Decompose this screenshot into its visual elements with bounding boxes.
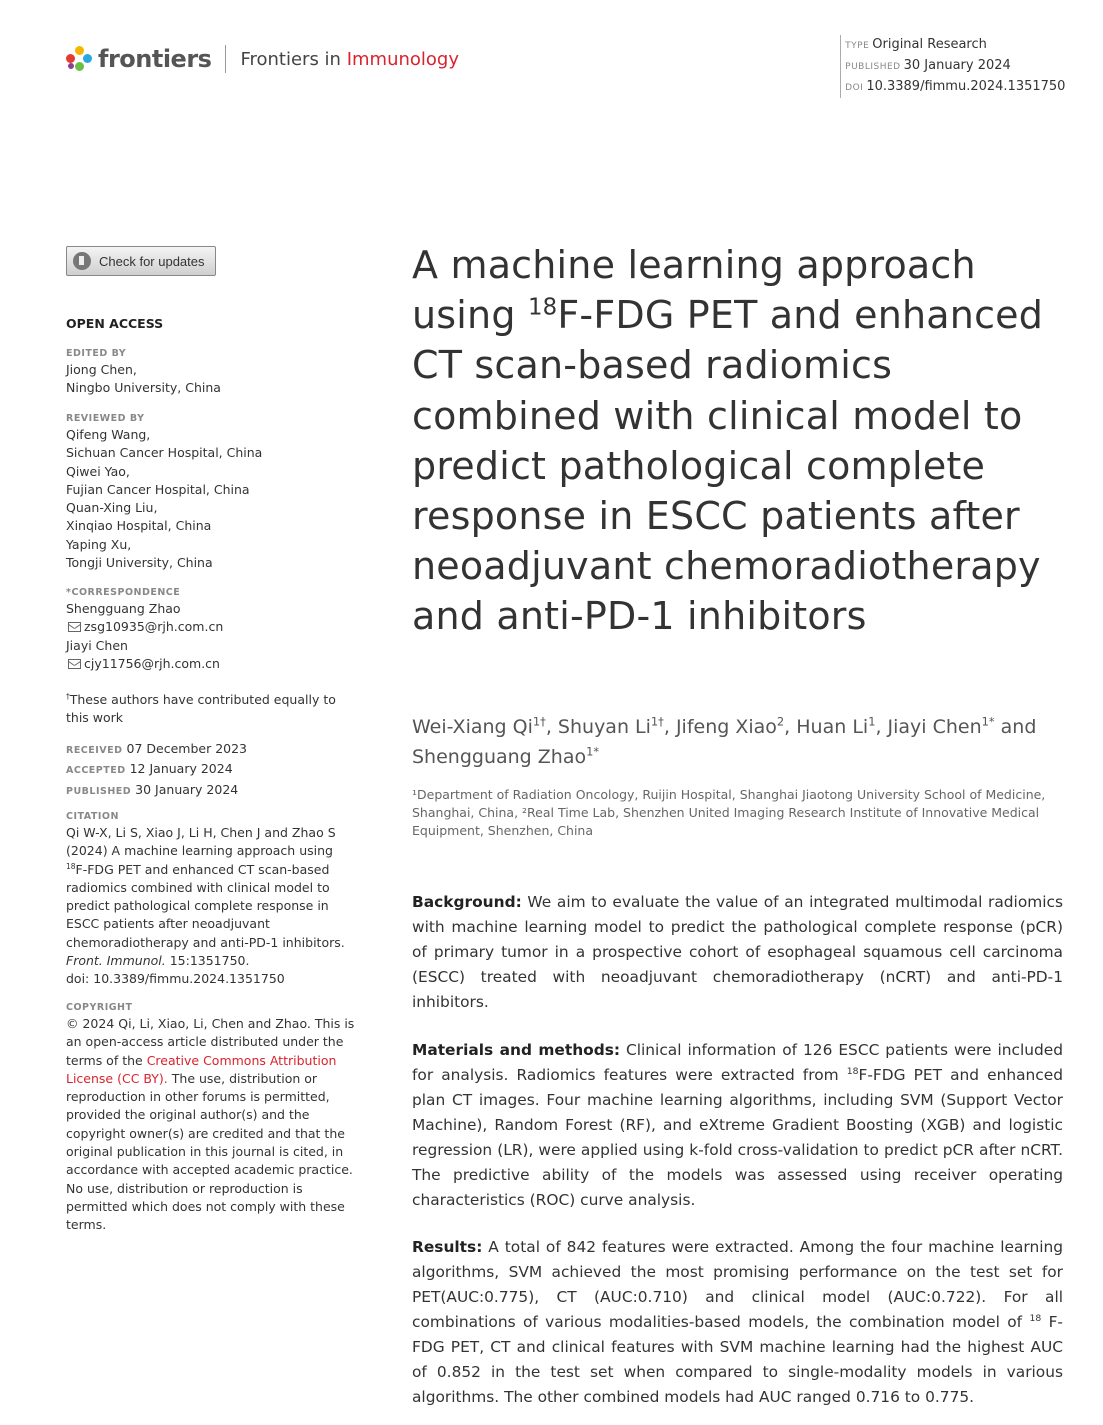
author-name[interactable]: Huan Li bbox=[796, 716, 869, 738]
correspondence-section bbox=[66, 587, 362, 673]
author-list bbox=[412, 712, 1072, 772]
reviewed-by-section bbox=[66, 413, 362, 572]
correspondence-list bbox=[66, 600, 362, 673]
envelope-icon bbox=[68, 659, 81, 669]
editor-affiliation: Ningbo University, China bbox=[66, 380, 221, 396]
dagger-mark: † bbox=[66, 691, 70, 701]
logo-wordmark: frontiers bbox=[98, 45, 212, 73]
equal-contribution-text: These authors have contributed equally to this work bbox=[66, 692, 336, 726]
author-name[interactable]: Jiayi Chen bbox=[887, 716, 982, 738]
reviewer-affiliation: Tongji University, China bbox=[66, 555, 213, 571]
bookmark-icon bbox=[73, 252, 91, 270]
frontiers-logo-icon bbox=[66, 46, 92, 72]
open-access-label: OPEN ACCESS bbox=[66, 316, 164, 331]
check-for-updates-label: Check for updates bbox=[99, 253, 205, 269]
author-affiliation-mark: 1 bbox=[868, 714, 876, 729]
article-doi[interactable]: DOI 10.3389/fimmu.2024.1351750 bbox=[845, 79, 1066, 94]
check-for-updates-button[interactable] bbox=[66, 246, 216, 276]
abstract-methods: Materials and methods: Clinical information of 126 ESCC patients were included for analysis. Radiomics features were extracted from $^{18}$F-FDG PET and enhanced plan CT images. Four machine learning algorithms, including SVM (Support Vector Machine), Random Forest (RF), and eXtreme Gradient Boosting (XGB) and logistic regression (LR), were applied using k-fold cross-validation to predict pCR after nCRT. The predictive ability of the models was assessed using receiver operating characteristics (ROC) curve analysis. bbox=[412, 1041, 1063, 1209]
frontiers-logo[interactable] bbox=[66, 44, 459, 74]
background-heading: Background: bbox=[412, 893, 522, 911]
reviewer-affiliation: Fujian Cancer Hospital, China bbox=[66, 481, 250, 497]
correspondent-email[interactable]: cjy11756@rjh.com.cn bbox=[84, 655, 220, 671]
author-affiliation-mark: 2 bbox=[776, 714, 785, 729]
author-separator: and bbox=[994, 716, 1037, 738]
author-name[interactable]: Jifeng Xiao bbox=[675, 716, 777, 738]
copyright-label: COPYRIGHT bbox=[66, 1002, 133, 1013]
article-title: A machine learning approach using $^{18}$F-FDG PET and enhanced CT scan-based radiomics combined with clinical model to predict pathological complete response in ESCC patients after neoadjuvant chemoradiotherapy and anti-PD-1 inhibitors bbox=[412, 243, 1044, 639]
copyright-text: © 2024 Qi, Li, Xiao, Li, Chen and Zhao. This is an open-access article distributed under the terms of the Creative Commons Attribution License (CC BY). The use, distribution or reproduction in other forums is permitted, provided the original author(s) and the copyright owner(s) are credited and that the original publication in this journal is cited, in accordance with accepted academic practice. No use, distribution or reproduction is permitted which does not comply with these terms. bbox=[66, 1016, 355, 1233]
copyright-section bbox=[66, 1002, 362, 1235]
reviewer-list bbox=[66, 426, 362, 572]
received-date: RECEIVED 07 December 2023 bbox=[66, 741, 247, 756]
reviewed-by-label: REVIEWED BY bbox=[66, 413, 145, 424]
article-published: PUBLISHED 30 January 2024 bbox=[845, 58, 1011, 73]
author-name[interactable]: Shuyan Li bbox=[557, 716, 651, 738]
equal-contribution-note bbox=[66, 691, 362, 728]
abstract-background: Background: We aim to evaluate the value of an integrated multimodal radiomics with machine learning model to predict the pathological complete response (pCR) of primary tumor in a prospective cohort of esophageal squamous cell carcinoma (ESCC) treated with neoadjuvant chemoradiotherapy (nCRT) and anti-PD-1 inhibitors. bbox=[412, 893, 1063, 1011]
reviewer-name: Quan-Xing Liu, bbox=[66, 500, 158, 516]
published-date: PUBLISHED 30 January 2024 bbox=[66, 781, 239, 797]
abstract-results: Results: A total of 842 features were extracted. Among the four machine learning algorithms, SVM achieved the most promising performance on the test set for PET(AUC:0.775), CT (AUC:0.710) and clinical model (AUC:0.722). For all combinations of various modalities-based models, the combination model of $^{18}$ F-FDG PET, CT and clinical features with SVM machine learning had the highest AUC of 0.852 in the test set when compared to single-modality models in various algorithms. The other combined models had AUC ranged 0.716 to 0.775. bbox=[412, 1238, 1063, 1406]
author-separator: , bbox=[784, 716, 797, 738]
cc-license-link[interactable]: Creative Commons Attribution License (CC BY). bbox=[66, 1052, 337, 1086]
citation-text: Qi W-X, Li S, Xiao J, Li H, Chen J and Zhao S (2024) A machine learning approach using $^{18}$F-FDG PET and enhanced CT scan-based radiomics combined with clinical model to predict pathological complete response in ESCC patients after neoadjuvant chemoradiotherapy and anti-PD-1 inhibitors. Front. Immunol. 15:1351750. doi: 10.3389/fimmu.2024.1351750 bbox=[66, 825, 345, 987]
author-affiliation-mark: 1* bbox=[981, 714, 995, 729]
author-affiliation-mark: 1† bbox=[650, 714, 664, 729]
envelope-icon bbox=[68, 622, 81, 632]
reviewer-name: Yaping Xu, bbox=[66, 536, 132, 552]
article-meta bbox=[840, 35, 1065, 98]
affiliations: ¹Department of Radiation Oncology, Ruijin Hospital, Shanghai Jiaotong University School of Medicine, Shanghai, China, ²Real Time Lab, Shenzhen United Imaging Research Institute of Innovative Medical Equipment, Shenzhen, China bbox=[412, 787, 1046, 838]
author-name[interactable]: Wei-Xiang Qi bbox=[412, 716, 533, 738]
correspondent-email-row[interactable] bbox=[66, 655, 362, 673]
reviewer-name: Qifeng Wang, bbox=[66, 427, 151, 442]
correspondent-name: Shengguang Zhao bbox=[66, 601, 181, 616]
correspondent-email-row[interactable] bbox=[66, 618, 362, 636]
editor-name: Jiong Chen, bbox=[66, 362, 137, 377]
reviewer-affiliation: Sichuan Cancer Hospital, China bbox=[66, 445, 263, 461]
author-separator: , bbox=[875, 716, 888, 738]
correspondent-email[interactable]: zsg10935@rjh.com.cn bbox=[84, 619, 224, 635]
results-heading: Results: bbox=[412, 1238, 483, 1256]
reviewer-affiliation: Xinqiao Hospital, China bbox=[66, 518, 212, 534]
journal-name: Frontiers in Immunology bbox=[240, 48, 459, 70]
edited-by-section bbox=[66, 348, 362, 398]
logo-divider bbox=[225, 45, 226, 73]
citation-section bbox=[66, 811, 362, 989]
edited-by-list bbox=[66, 361, 362, 398]
reviewer-name: Qiwei Yao, bbox=[66, 463, 130, 479]
article-type: TYPE Original Research bbox=[845, 37, 987, 52]
edited-by-label: EDITED BY bbox=[66, 348, 127, 359]
methods-heading: Materials and methods: bbox=[412, 1041, 621, 1059]
author-separator: , bbox=[663, 716, 676, 738]
citation-label: CITATION bbox=[66, 811, 119, 822]
author-affiliation-mark: 1* bbox=[586, 744, 600, 759]
author-separator: , bbox=[545, 716, 558, 738]
article-dates bbox=[66, 740, 362, 801]
correspondent-name: Jiayi Chen bbox=[66, 637, 128, 653]
citation-doi[interactable]: doi: 10.3389/fimmu.2024.1351750 bbox=[66, 971, 285, 987]
accepted-date: ACCEPTED 12 January 2024 bbox=[66, 761, 233, 777]
author-name[interactable]: Shengguang Zhao bbox=[412, 746, 587, 768]
correspondence-label: *CORRESPONDENCE bbox=[66, 587, 181, 598]
author-affiliation-mark: 1† bbox=[532, 714, 546, 729]
